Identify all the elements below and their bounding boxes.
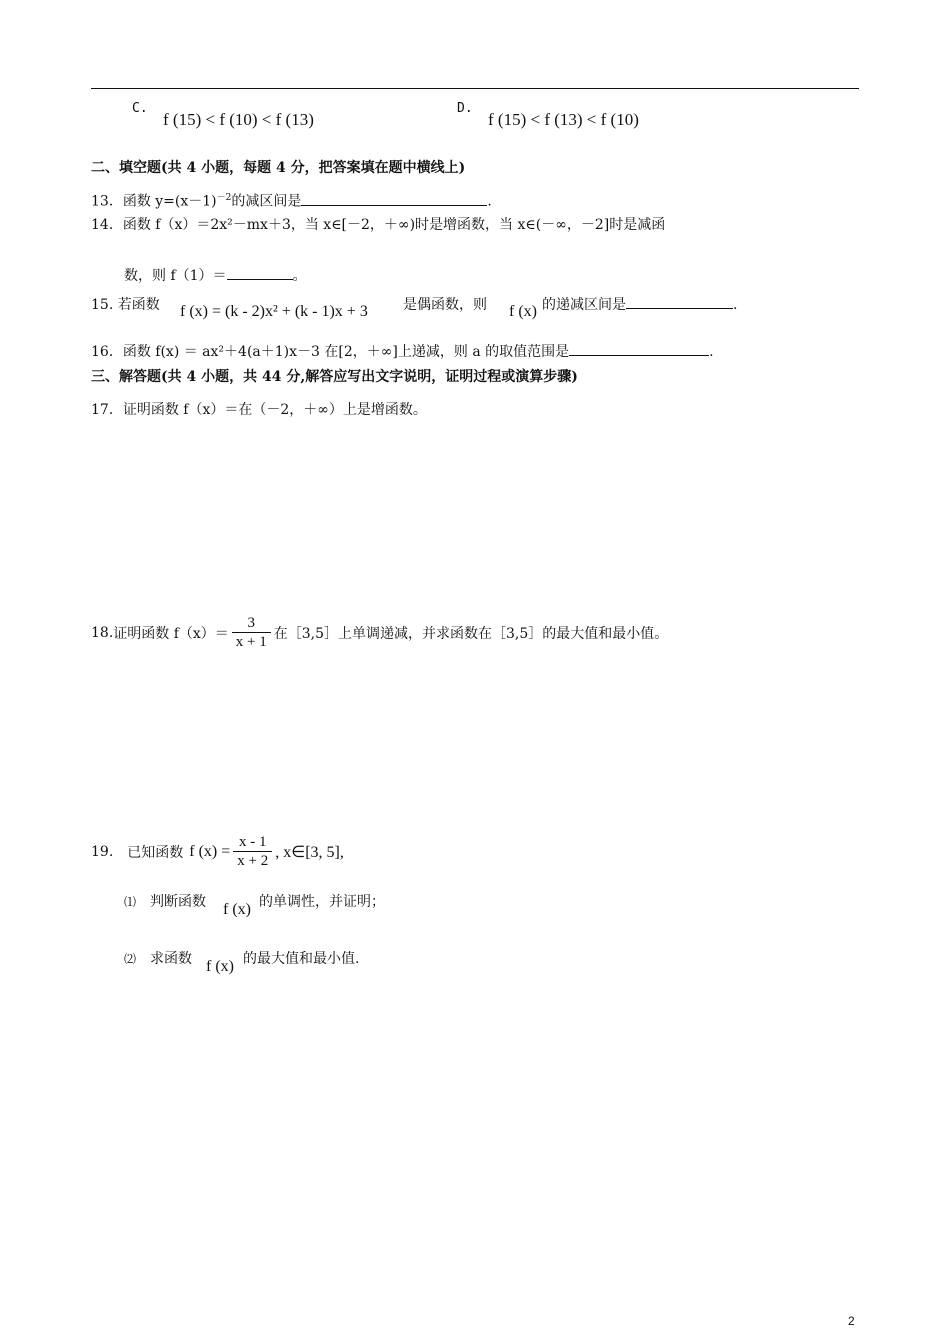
page-number: 2 (848, 1314, 855, 1328)
q13-exponent: －2 (216, 193, 232, 203)
q19-part2-text-a: 求函数 (150, 951, 192, 967)
q14-answer-blank (227, 279, 293, 280)
q15-text-b: 是偶函数，则 (403, 297, 487, 313)
q18-text-a: 证明函数 f（x）＝ (113, 625, 229, 642)
option-c-label: C. (132, 101, 148, 116)
q16-number: 16． (91, 344, 123, 360)
q13-number: 13． (91, 193, 123, 210)
q13-text-b: 的减区间是 (231, 193, 302, 210)
section-heading-fill-in: 二、填空题(共 4 小题，每题 4 分，把答案填在题中横线上) (91, 160, 466, 176)
question-13 (91, 190, 492, 211)
q15-tail (542, 294, 737, 314)
q15-fx: f (x) (509, 303, 537, 320)
q19-part1-label: ⑴ (124, 895, 137, 909)
q18-number: 18. (91, 624, 114, 641)
q19-part2-label: ⑵ (124, 952, 137, 966)
q19-denominator: x + 2 (233, 851, 272, 870)
option-d-expression: f (15) < f (13) < f (10) (488, 110, 639, 129)
q19-numerator: x - 1 (239, 834, 267, 850)
q18-text-b: 在［3,5］上单调递减，并求函数在［3,5］的最大值和最小值。 (273, 625, 669, 642)
option-d-label: D. (457, 101, 473, 116)
q19-domain: , x∈[3, 5], (275, 843, 344, 861)
q14-line2: 数，则 f（1）＝ (124, 268, 227, 284)
q19-part2-text-b: 的最大值和最小值. (243, 951, 360, 967)
q15-text-c: 的递减区间是 (542, 297, 626, 313)
q15-end: . (733, 297, 738, 313)
q18-numerator: 3 (247, 615, 256, 631)
question-14-continuation (124, 265, 307, 285)
q19-part1-text-a: 判断函数 (150, 894, 206, 910)
question-18 (91, 614, 668, 651)
q13-text-a: 函数 y=(x－1) (122, 193, 217, 210)
q15-number: 15. (91, 297, 114, 313)
q14-number: 14． (91, 217, 123, 233)
q14-line1: 函数 f（x）＝2x²－mx＋3，当 x∈[－2，＋∞)时是增函数，当 x∈(－∞，－2]时是减函 (122, 217, 666, 233)
question-16 (91, 341, 714, 361)
section-heading-solutions: 三、解答题(共 4 小题，共 44 分,解答应写出文字说明，证明过程或演算步骤) (91, 369, 578, 385)
q19-fx-eq: f (x) = (189, 842, 231, 860)
q17-number: 17． (91, 402, 123, 418)
option-c-expression: f (15) < f (10) < f (13) (163, 110, 314, 129)
q19-number: 19. (91, 843, 114, 860)
question-14 (91, 214, 665, 234)
question-17 (91, 399, 427, 419)
q16-text: 函数 f(x) ＝ ax²＋4(a＋1)x－3 在[2，＋∞]上递减，则 a 的取值范围是 (122, 344, 570, 360)
q18-denominator: x + 1 (232, 632, 271, 651)
q15-function-expression: f (x) = (k - 2)x² + (k - 1)x + 3 (180, 303, 368, 320)
q17-text: 证明函数 f（x）＝在（－2，＋∞）上是增函数。 (122, 402, 427, 418)
q16-end: . (709, 344, 714, 360)
q15-text-a: 若函数 (117, 297, 160, 313)
q19-part1-text-b: 的单调性，并证明； (259, 894, 385, 910)
q15-number-and-intro (91, 294, 160, 314)
q13-end: . (487, 193, 492, 210)
q15-answer-blank (626, 308, 733, 309)
q19-fraction (233, 833, 272, 870)
q18-fraction (232, 614, 271, 651)
q19-text-a: 已知函数 (127, 844, 184, 861)
question-19 (91, 833, 344, 870)
q16-answer-blank (569, 355, 709, 356)
q19-part1-fx: f (x) (223, 901, 251, 918)
q13-answer-blank (301, 205, 487, 206)
q14-end: 。 (292, 268, 307, 284)
header-rule (91, 88, 859, 89)
q19-part2-fx: f (x) (206, 958, 234, 975)
